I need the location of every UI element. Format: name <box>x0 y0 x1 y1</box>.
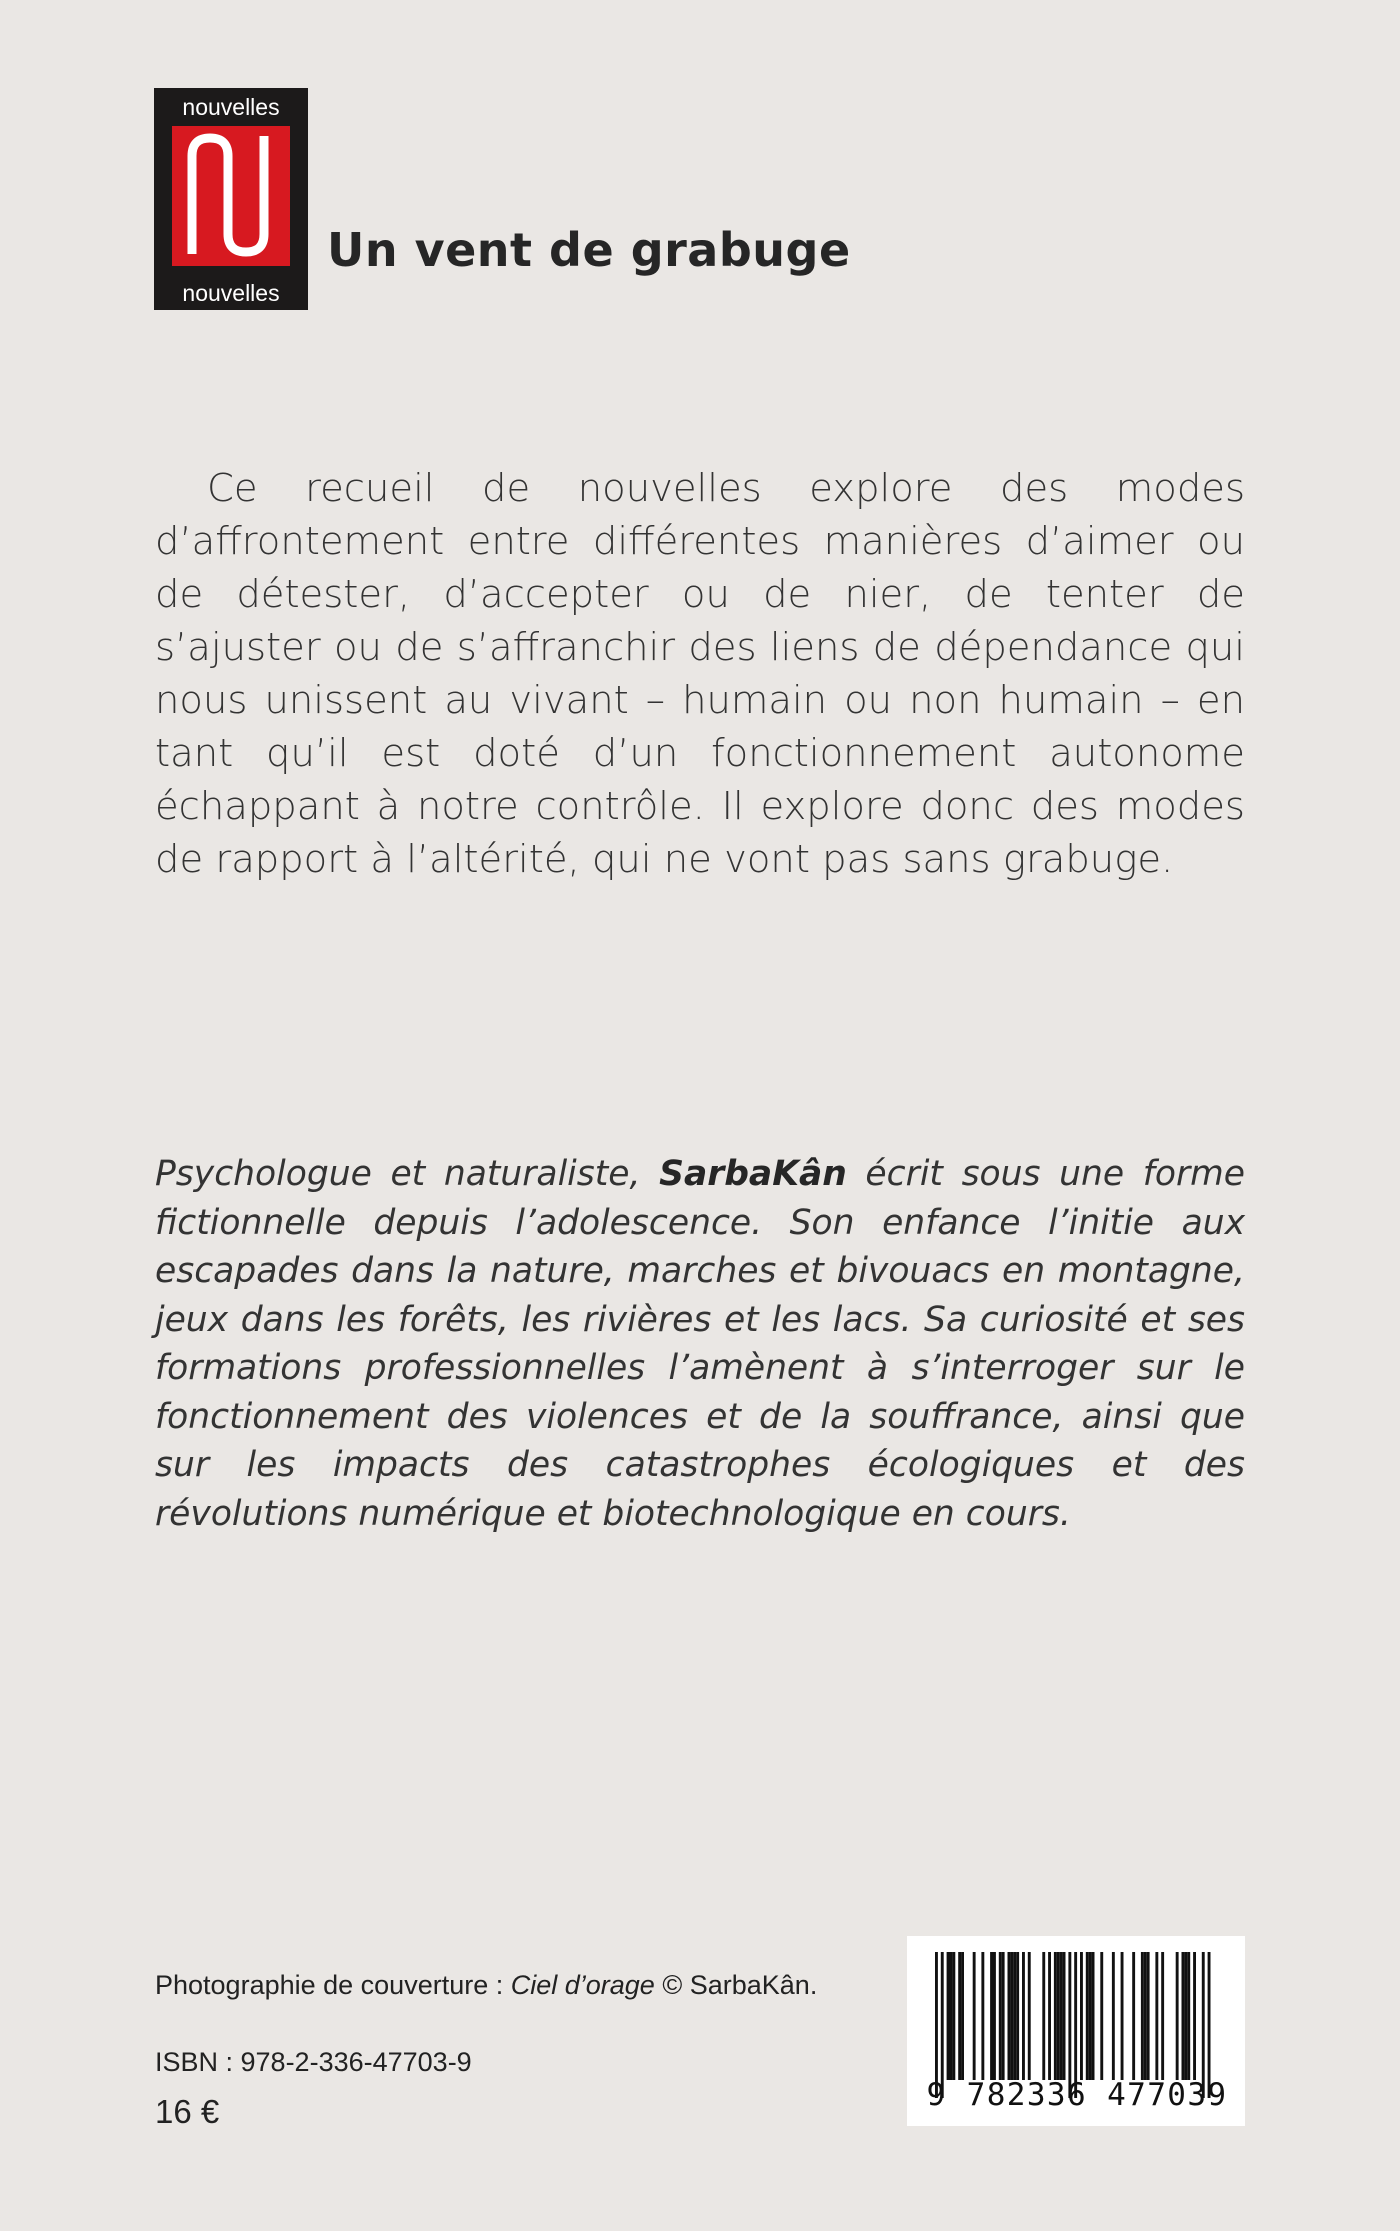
barcode-bar <box>1182 1952 1185 2080</box>
barcode-bar <box>1013 1952 1016 2080</box>
barcode-bar <box>1184 1952 1187 2080</box>
barcode-bar <box>990 1952 993 2080</box>
credit-prefix: Photographie de couverture : <box>155 1970 511 2000</box>
book-title: Un vent de grabuge <box>327 223 851 277</box>
barcode-bar <box>1060 1952 1063 2080</box>
barcode-bar <box>947 1952 950 2080</box>
barcode-bar <box>973 1952 976 2080</box>
barcode-bar <box>1002 1952 1005 2080</box>
barcode-bar <box>961 1952 964 2080</box>
barcode-bar <box>1063 1952 1066 2080</box>
barcode-bar <box>1187 1952 1190 2080</box>
logo-top-label: nouvelles <box>182 94 280 120</box>
book-summary: Ce recueil de nouvelles explore des modes d’affrontement entre différentes manières d’aimer ou de détester, d’accepter ou de nier, de tenter de s’ajuster ou de s’affranchir des liens de dépendance qui nous unissent au vivant – humain ou non humain – en tant qu’il est doté d’un fonctionnement autonome échappant à notre contrôle. Il explore donc des modes de rapport à l’altérité, qui ne vont pas sans grabuge. <box>155 466 1245 882</box>
barcode-bar <box>1042 1952 1045 2080</box>
barcode-bar <box>1016 1952 1019 2080</box>
price: 16 € <box>155 2093 220 2130</box>
barcode-bar <box>1112 1952 1115 2080</box>
barcode-bar <box>999 1952 1002 2080</box>
barcode-bar <box>958 1952 961 2080</box>
barcode-bar <box>1092 1952 1095 2080</box>
barcode-bar <box>1144 1952 1147 2080</box>
barcode-bar <box>1155 1952 1158 2080</box>
barcode-bar <box>1048 1952 1051 2080</box>
barcode-digits: 9 782336 477039 <box>926 2077 1228 2113</box>
photo-credit <box>155 1968 817 2002</box>
barcode-bar <box>952 1952 955 2080</box>
logo-nu-mark <box>172 126 290 266</box>
bio-intro: Psychologue et naturaliste, <box>155 1154 660 1194</box>
barcode-bar <box>950 1952 953 2080</box>
barcode-bar <box>993 1952 996 2080</box>
author-name: SarbaKân <box>659 1154 847 1194</box>
publisher-logo <box>154 88 308 310</box>
barcode-bar <box>1080 1952 1083 2080</box>
barcode-bar <box>1086 1952 1089 2080</box>
barcode-bar <box>1057 1952 1060 2080</box>
barcode-bar <box>1022 1952 1025 2080</box>
barcode-bar <box>1010 1952 1013 2080</box>
barcode-bar <box>1193 1952 1196 2080</box>
barcode-bar <box>1141 1952 1144 2080</box>
barcode-bar <box>1161 1952 1164 2080</box>
author-bio <box>155 1150 1245 1538</box>
barcode-bar <box>1089 1952 1092 2080</box>
barcode-bar <box>1176 1952 1179 2080</box>
barcode-bar <box>1121 1952 1124 2080</box>
barcode-bar <box>1054 1952 1057 2080</box>
nu-monogram-icon <box>172 126 290 266</box>
barcode-bar <box>1008 1952 1011 2080</box>
barcode <box>907 1936 1245 2126</box>
barcode-bar <box>1028 1952 1031 2080</box>
isbn-line: ISBN : 978-2-336-47703-9 <box>155 2047 472 2077</box>
barcode-bar <box>1100 1952 1103 2080</box>
barcode-bar <box>981 1952 984 2080</box>
barcode-bar <box>1147 1952 1150 2080</box>
credit-work: Ciel d’orage <box>510 1970 655 2000</box>
barcode-bar <box>1132 1952 1135 2080</box>
credit-suffix: © SarbaKân. <box>654 1970 818 2000</box>
bio-text: écrit sous une forme fictionnelle depuis l’adolescence. Son enfance l’initie aux escapades dans la nature, marches et bivouacs en montagne, jeux dans les forêts, les rivières et les lacs. Sa curiosité et ses formations professionnelles l’amènent à s’interroger sur le fonctionnement des violences et de la souffrance, ainsi que sur les impacts des catastrophes écologiques et des révolutions numérique et biotechnologique en cours. <box>155 1154 1245 1534</box>
logo-bottom-label: nouvelles <box>182 280 280 306</box>
